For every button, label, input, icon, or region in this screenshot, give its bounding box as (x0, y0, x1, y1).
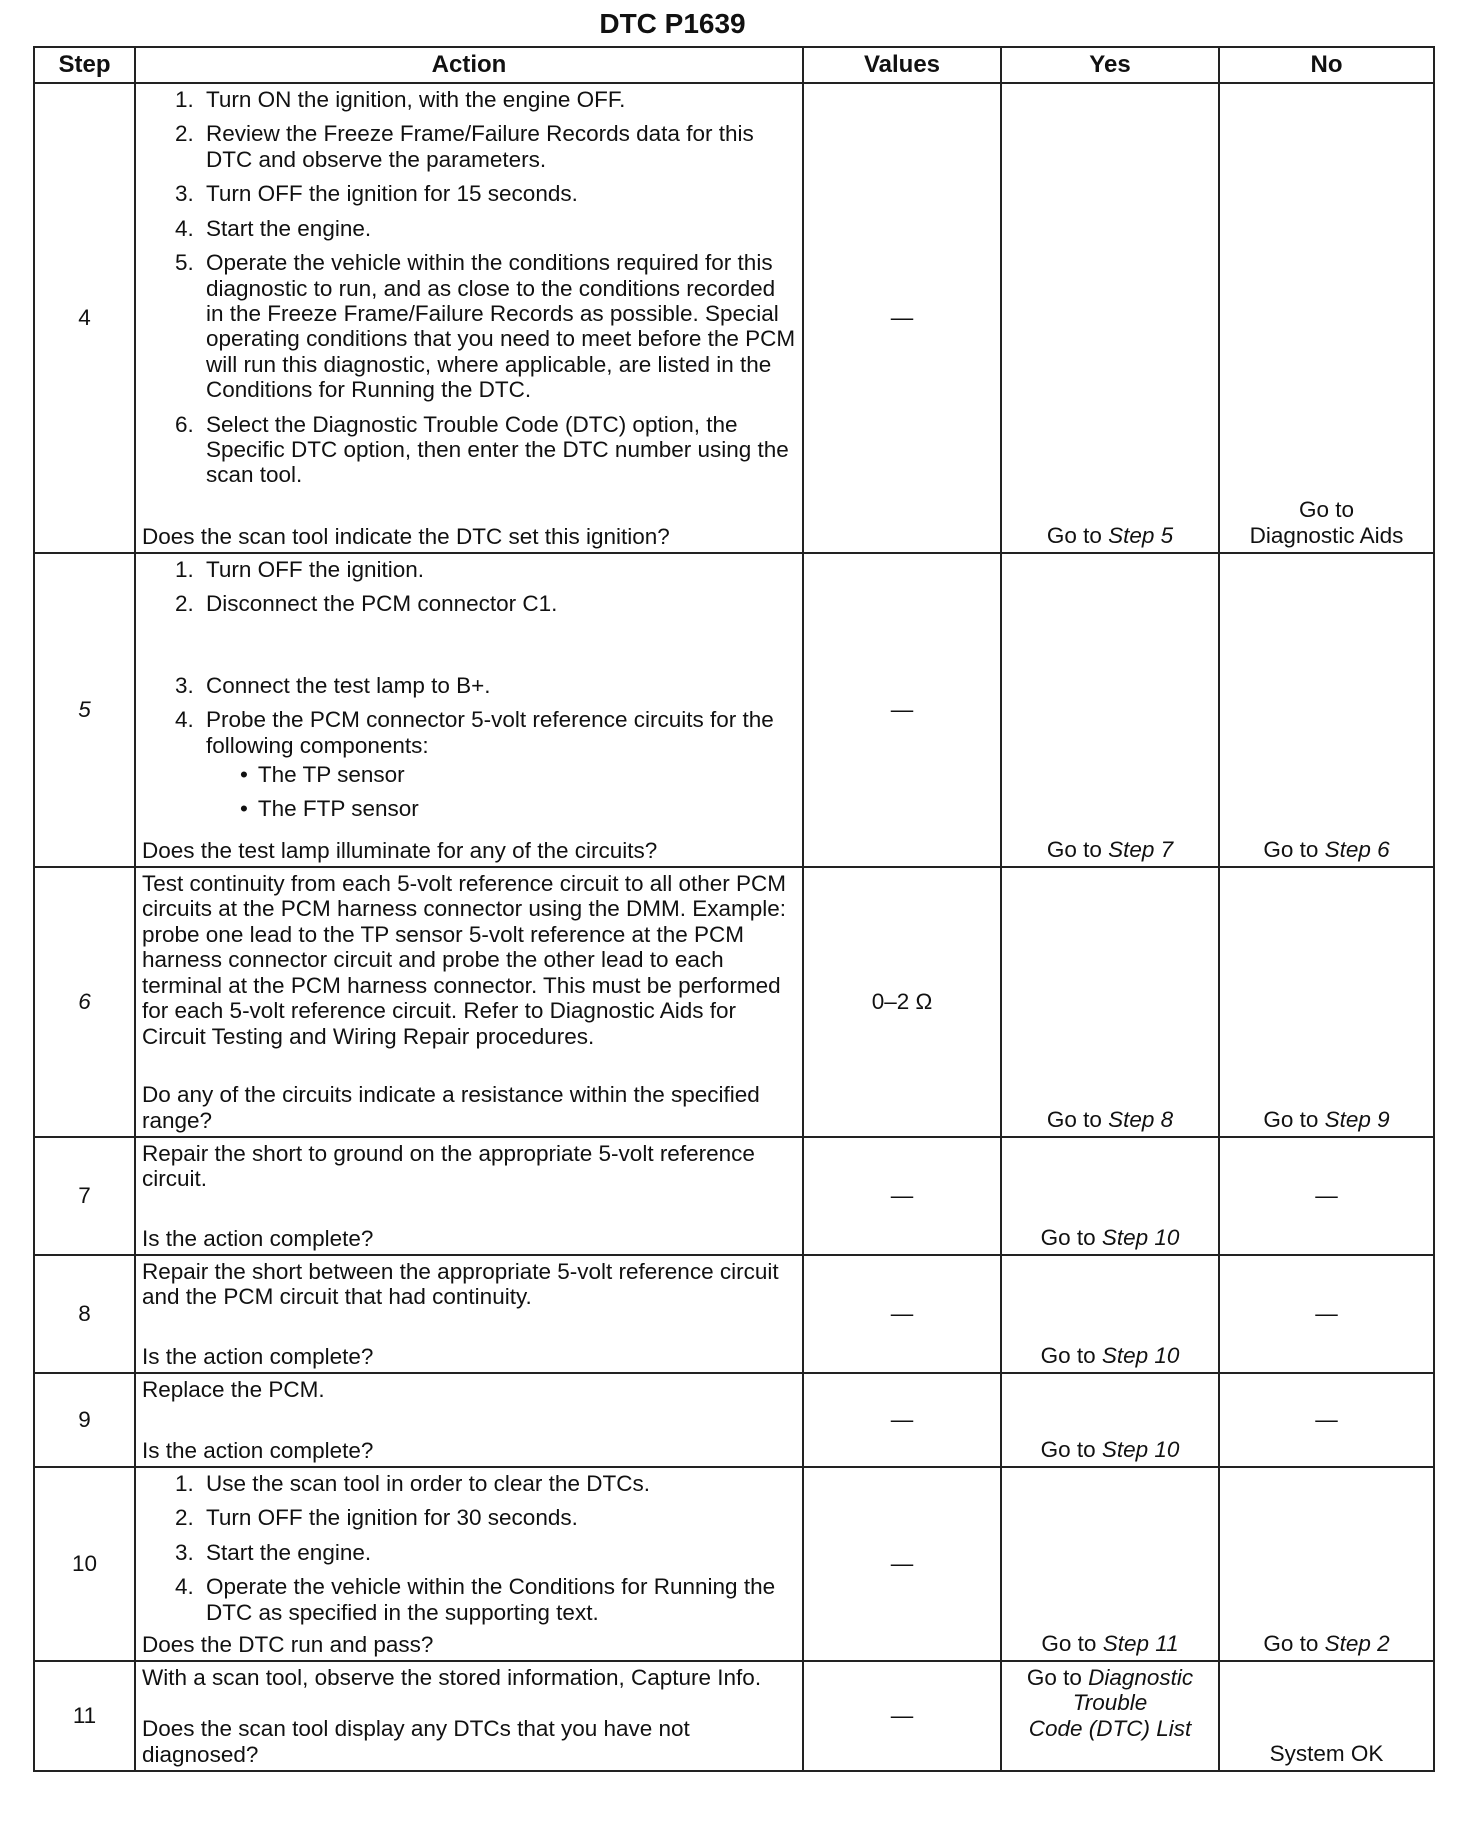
values-cell: — (803, 1137, 1001, 1255)
action-cell (135, 1373, 803, 1467)
header-action: Action (135, 47, 803, 83)
action-steps (142, 1471, 796, 1625)
goto-label: Go to (1263, 836, 1319, 862)
list-item: 6. Select the Diagnostic Trouble Code (DTC) option, the Specific DTC option, then enter the DTC number using the scan tool. (200, 412, 796, 488)
goto-label: Go to (1263, 1106, 1319, 1132)
header-row (34, 47, 1434, 83)
step-link[interactable]: Step 11 (1102, 1630, 1179, 1656)
goto-label: Go to (1041, 1630, 1097, 1656)
step-number: 8 (34, 1255, 135, 1373)
step-link[interactable]: Step 9 (1324, 1106, 1390, 1132)
dtc-list-link[interactable]: Code (DTC) List (1028, 1715, 1192, 1741)
list-item: 3. Start the engine. (200, 1540, 796, 1565)
goto-label: Go to (1298, 497, 1355, 523)
list-item: 2. Disconnect the PCM connector C1. (200, 591, 796, 616)
yes-cell (1001, 1467, 1219, 1661)
header-values: Values (803, 47, 1001, 83)
list-item: 5. Operate the vehicle within the conditions required for this diagnostic to run, and as close to the conditions recorded in the Freeze Frame/Failure Records as possible. Special operating conditions that you need to meet before the PCM will run this diagnostic, where applicable, are listed in the Conditions for Running the DTC. (200, 250, 796, 403)
step-link[interactable]: Step 8 (1108, 1106, 1174, 1132)
no-cell: System OK (1219, 1661, 1434, 1771)
table-row (34, 1467, 1434, 1661)
step-link[interactable]: Step 7 (1108, 836, 1174, 862)
page-title: DTC P1639 (599, 8, 746, 39)
bullet-item: • The FTP sensor (234, 796, 796, 821)
action-cell (135, 1467, 803, 1661)
step-link[interactable]: Step 10 (1101, 1224, 1180, 1250)
table-row (34, 1661, 1434, 1771)
table-row (34, 1373, 1434, 1467)
step-number: 11 (34, 1661, 135, 1771)
dtc-list-link[interactable]: Trouble (1072, 1690, 1148, 1716)
list-item: 4. Operate the vehicle within the Conditions for Running the DTC as specified in the supporting text. (200, 1574, 796, 1625)
goto-label: Go to (1026, 1665, 1082, 1690)
yes-cell (1001, 553, 1219, 867)
values-cell: 0–2 Ω (803, 867, 1001, 1137)
step-link[interactable]: Step 5 (1108, 522, 1174, 548)
no-cell: — (1219, 1137, 1434, 1255)
no-cell (1219, 867, 1434, 1137)
goto-label: Go to (1040, 1224, 1096, 1250)
dtc-list-link[interactable]: Diagnostic (1088, 1665, 1194, 1690)
goto-label: Go to (1046, 1106, 1102, 1132)
action-text: Repair the short between the appropriate 5-volt reference circuit and the PCM circuit that had continuity. (142, 1259, 779, 1310)
header-step: Step (34, 47, 135, 83)
goto-label: Go to (1040, 1436, 1096, 1462)
values-cell: — (803, 553, 1001, 867)
table-row (34, 1137, 1434, 1255)
bullet-item: • The TP sensor (234, 762, 796, 787)
action-cell (135, 1137, 803, 1255)
action-text: Replace the PCM. (142, 1377, 325, 1402)
list-item: 2. Review the Freeze Frame/Failure Records data for this DTC and observe the parameters. (200, 121, 796, 172)
list-item (200, 707, 796, 821)
action-cell (135, 83, 803, 553)
step-number: 5 (34, 553, 135, 867)
list-item-text: Probe the PCM connector 5-volt reference circuits for the following components: (206, 707, 774, 758)
question-text: Does the scan tool indicate the DTC set this ignition? (142, 523, 670, 549)
action-steps (142, 557, 796, 821)
no-cell: — (1219, 1255, 1434, 1373)
goto-label: Go to (1263, 1630, 1319, 1656)
values-cell: — (803, 1255, 1001, 1373)
action-cell (135, 553, 803, 867)
question-text: Does the test lamp illuminate for any of the circuits? (142, 837, 658, 863)
header-yes: Yes (1001, 47, 1219, 83)
table-row (34, 867, 1434, 1137)
yes-cell (1001, 1661, 1219, 1771)
step-number: 7 (34, 1137, 135, 1255)
table-row (34, 83, 1434, 553)
action-text: Repair the short to ground on the appropriate 5-volt reference circuit. (142, 1141, 755, 1192)
step-link[interactable]: Step 6 (1324, 836, 1390, 862)
no-cell (1219, 1467, 1434, 1661)
step-number: 6 (34, 867, 135, 1137)
list-item: 4. Start the engine. (200, 216, 796, 241)
values-cell: — (803, 1373, 1001, 1467)
action-text: With a scan tool, observe the stored information, Capture Info. (142, 1665, 762, 1690)
action-text: Test continuity from each 5-volt reference circuit to all other PCM circuits at the PCM harness connector using the DMM. Example: probe one lead to the TP sensor 5-volt reference at the PCM harness connector circuit and probe the other lead to each terminal at the PCM harness connector. This must be performed for each 5-volt reference circuit. Refer to Diagnostic Aids for Circuit Testing and Wiring Repair procedures. (142, 871, 787, 1049)
yes-cell (1001, 1137, 1219, 1255)
goto-label: Go to (1040, 1342, 1096, 1368)
header-no: No (1219, 47, 1434, 83)
no-cell (1219, 553, 1434, 867)
question-text: Does the DTC run and pass? (142, 1631, 434, 1657)
step-link[interactable]: Step 10 (1101, 1436, 1180, 1462)
table-row (34, 1255, 1434, 1373)
question-text: Is the action complete? (142, 1225, 374, 1251)
list-item: 3. Turn OFF the ignition for 15 seconds. (200, 181, 796, 206)
diagnostic-aids-link[interactable]: Diagnostic Aids (1249, 522, 1404, 548)
question-text: Is the action complete? (142, 1343, 374, 1369)
table-row (34, 553, 1434, 867)
list-item: 3. Connect the test lamp to B+. (200, 673, 796, 698)
question-text: Is the action complete? (142, 1437, 374, 1463)
list-item: 1. Turn OFF the ignition. (200, 557, 796, 582)
action-cell (135, 1661, 803, 1771)
list-item: 1. Turn ON the ignition, with the engine OFF. (200, 87, 796, 112)
values-cell: — (803, 1661, 1001, 1771)
question-text: Does the scan tool display any DTCs that you have not diagnosed? (142, 1716, 690, 1767)
step-number: 9 (34, 1373, 135, 1467)
step-number: 10 (34, 1467, 135, 1661)
question-text: Do any of the circuits indicate a resistance within the specified range? (142, 1082, 760, 1133)
action-cell (135, 867, 803, 1137)
step-number: 4 (34, 83, 135, 553)
yes-cell (1001, 867, 1219, 1137)
goto-label: Go to (1046, 522, 1102, 548)
no-cell: — (1219, 1373, 1434, 1467)
action-steps (142, 87, 796, 488)
no-cell (1219, 83, 1434, 553)
step-link[interactable]: Step 2 (1324, 1630, 1390, 1656)
diagnostic-table (33, 46, 1435, 1772)
yes-cell (1001, 1255, 1219, 1373)
values-cell: — (803, 83, 1001, 553)
yes-cell (1001, 83, 1219, 553)
goto-label: Go to (1046, 836, 1102, 862)
list-item: 1. Use the scan tool in order to clear the DTCs. (200, 1471, 796, 1496)
step-link[interactable]: Step 10 (1101, 1342, 1180, 1368)
values-cell: — (803, 1467, 1001, 1661)
action-cell (135, 1255, 803, 1373)
list-item: 2. Turn OFF the ignition for 30 seconds. (200, 1505, 796, 1530)
bullet-list (206, 762, 796, 821)
yes-cell (1001, 1373, 1219, 1467)
